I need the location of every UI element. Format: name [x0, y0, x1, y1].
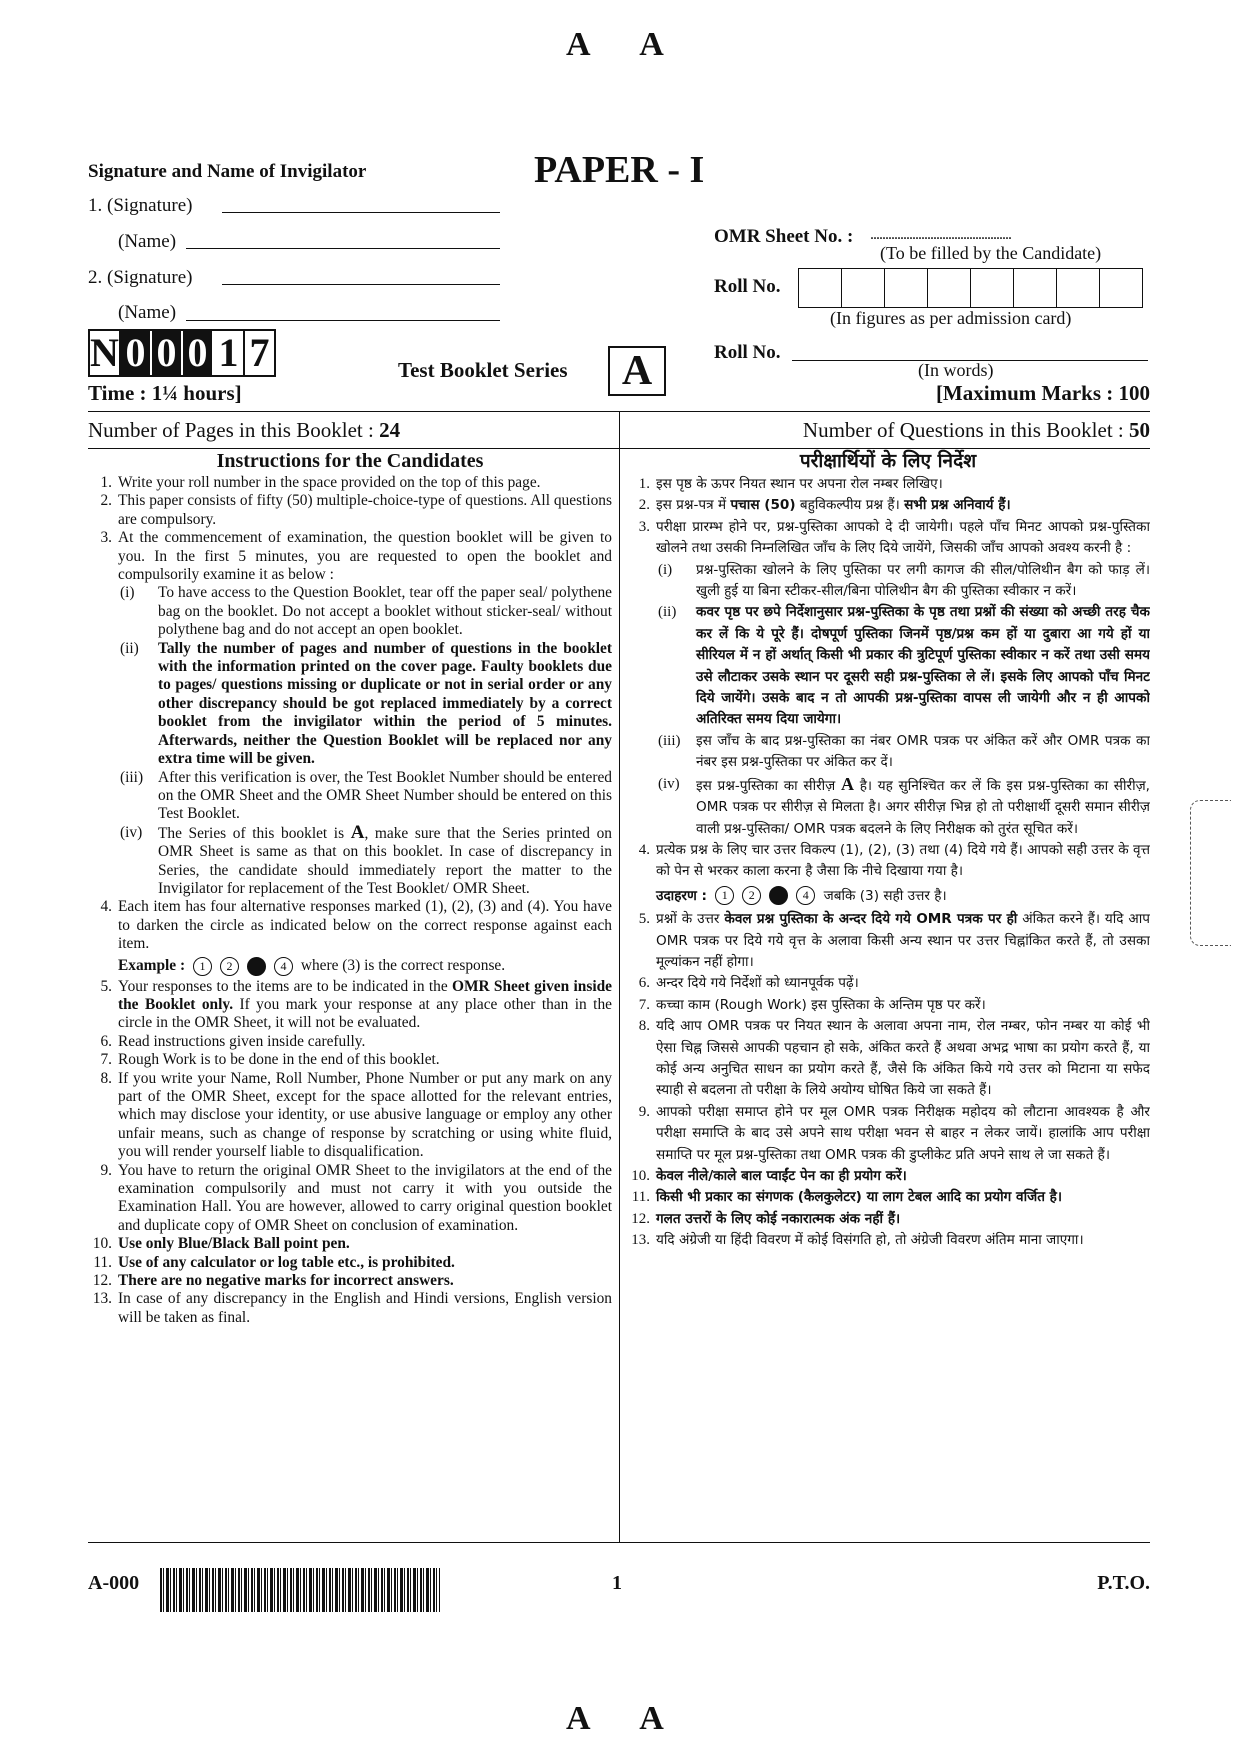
list-item: 11. किसी भी प्रकार का संगणक (कैलकुलेटर) या लाग टेबल आदि का प्रयोग वर्जित है।: [631, 1189, 1063, 1206]
signature-2-label: 2. (Signature): [88, 267, 193, 288]
omr-sheet-dots[interactable]: ...............................................: [870, 226, 1011, 243]
page-number: 1: [612, 1572, 622, 1594]
english-heading: Instructions for the Candidates: [216, 450, 484, 472]
paper-title: PAPER - I: [534, 149, 705, 191]
name-1-line[interactable]: [186, 228, 500, 249]
option-circle: 1: [715, 886, 734, 905]
questions-label: Number of Questions in this Booklet :: [802, 418, 1124, 442]
booklet-number-char: N: [90, 331, 121, 375]
list-item: 6. Read instructions given inside carefully.: [100, 1032, 366, 1050]
series-value: A: [608, 346, 666, 396]
roll-digit-box[interactable]: [885, 269, 928, 307]
bottom-registration-marks: A A: [566, 1700, 686, 1737]
footer-rule: [88, 1542, 1150, 1543]
pages-label: Number of Pages in this Booklet :: [88, 418, 374, 442]
list-item: 10. केवल नीले/काले बाल प्वाईंट पेन का ही प्रयोग करें।: [631, 1168, 907, 1184]
series-label: Test Booklet Series: [398, 358, 568, 382]
option-circle: 2: [742, 886, 761, 905]
barcode: [160, 1568, 440, 1612]
list-item: 12. There are no negative marks for incorrect answers.: [92, 1272, 454, 1290]
example-row: उदाहरण : 1 2 4 जबकि (3) सही उत्तर है।: [656, 887, 947, 904]
sub-item: (i) To have access to the Question Booklet, tear off the paper seal/ polythene bag on the booklet. Do not accept a booklet without sticker-seal/ without polythene bag and do not accept an open booklet.: [120, 584, 612, 639]
list-item: 2. This paper consists of fifty (50) multiple-choice-type of questions. All questions are compulsory.: [100, 492, 612, 528]
roll-words-label: Roll No.: [714, 342, 781, 363]
option-circle-filled: [769, 886, 788, 905]
list-item: 12. गलत उत्तरों के लिए कोई नकारात्मक अंक नहीं हैं।: [631, 1210, 901, 1227]
questions-value: 50: [1129, 418, 1150, 442]
list-item: 13. In case of any discrepancy in the English and Hindi versions, English version will be taken as final.: [92, 1290, 612, 1326]
column-divider: [619, 411, 620, 1543]
list-item: 8. यदि आप OMR पत्रक पर नियत स्थान के अलावा अपना नाम, रोल नम्बर, फोन नम्बर या कोई भी ऐसा चिह्न जिससे आपकी पहचान हो सके, अंकित करते हैं अथवा अभद्र भाषा का प्रयोग करते हैं, या कोई अन्य अनुचित साधन का प्रयोग करते हैं, जैसे कि अंकित किये गये उत्तर को मिटाना या सफेद स्याही से बदलना तो परीक्षा के लिये अयोग्य घोषित किये जा सकते हैं।: [638, 1018, 1150, 1099]
booklet-number-char: 1: [214, 331, 245, 375]
list-item: 11. Use of any calculator or log table etc., is prohibited.: [93, 1253, 455, 1271]
roll-digit-box[interactable]: [928, 269, 971, 307]
pages-value: 24: [379, 418, 401, 442]
booklet-number-char: 7: [249, 330, 270, 375]
list-item: 8. If you write your Name, Roll Number, Phone Number or put any mark on any part of the OMR Sheet, except for the space allotted for the relevant entries, which may disclose your identity, or use abusive language or employ any other unfair means, such as change of response by scratching or using white fluid, you will render yourself liable to disqualification.: [100, 1069, 612, 1161]
invigilator-heading: Signature and Name of Invigilator: [88, 161, 367, 182]
list-item: 5. Your responses to the items are to be indicated in the OMR Sheet given inside the Booklet only. If you mark your response at any place other than in the circle in the OMR Sheet, it will not be evaluated.: [100, 977, 612, 1032]
series-inline: A: [350, 821, 365, 843]
sub-item: (iv) इस प्रश्न-पुस्तिका का सीरीज़ A है। यह सुनिश्चित कर लें कि इस प्रश्न-पुस्तिका का सीरीज़, OMR पत्रक पर सीरीज़ से मिलता है। अगर सीरीज़ भिन्न हो तो परीक्षार्थी दूसरी समान सीरीज़ वाली प्रश्न-पुस्तिका/ OMR पत्रक बदलने के लिए निरीक्षक को तुरंत सूचित करें।: [658, 773, 1150, 837]
booklet-number-char: 0: [121, 331, 152, 375]
time-label: Time : 1¼ hours]: [88, 381, 242, 405]
roll-digit-box[interactable]: [971, 269, 1014, 307]
option-circle: 4: [274, 957, 293, 976]
roll-digit-box[interactable]: [799, 269, 842, 307]
list-item: 9. You have to return the original OMR Sheet to the invigilators at the end of the examination compulsorily and must not carry it with you outside the Examination Hall. You are however, allowed to carry original question booklet and duplicate copy of OMR Sheet on conclusion of examination.: [100, 1161, 612, 1234]
booklet-number-box: [88, 329, 276, 377]
roll-digit-box[interactable]: [842, 269, 885, 307]
booklet-number-char: 0: [183, 331, 214, 375]
max-marks-label: [Maximum Marks : 100: [935, 381, 1150, 405]
questions-count: [803, 418, 1150, 443]
list-item: 3. परीक्षा प्रारम्भ होने पर, प्रश्न-पुस्तिका आपको दे दी जायेगी। पहले पाँच मिनट आपको प्रश्न-पुस्तिका खोलने तथा उसकी निम्नलिखित जाँच के लिए दिये जायेंगे, जिसकी जाँच आपको अवश्य करनी है : (i) प्रश्न-पुस्तिका खोलने के लिए पुस्तिका पर लगी कागज की सील/पोलिथीन बैग को फाड़ लें। खुली हुई या बिना स्टीकर-सील/बिना पोलिथीन बैग की पुस्तिका स्वीकार न करें। (ii) कवर पृष्ठ पर छपे निर्देशानुसार प्रश्न-पुस्तिका के पृष्ठ तथा प्रश्नों की संख्या को अच्छी तरह चैक कर लें कि ये पूरे हैं। दोषपूर्ण पुस्तिका जिनमें पृष्ठ/प्रश्न कम हों या दुबारा आ गये हों या सीरियल में न हों अर्थात् किसी भी प्रकार की त्रुटिपूर्ण पुस्तिका स्वीकार न करें तथा उसी समय उसे लौटाकर उसके स्थान पर दूसरी सही प्रश्न-पुस्तिका ले लें। इसके लिए आपको पाँच मिनट दिये जायेंगे। उसके बाद न तो आपकी प्रश्न-पुस्तिका वापस ली जायेगी और न ही आपको अतिरिक्त समय दिया जायेगा। (iii) इस जाँच के बाद प्रश्न-पुस्तिका का नंबर OMR पत्रक पर अंकित करें और OMR पत्रक का नंबर इस प्रश्न-पुस्तिका पर अंकित कर दें। (iv) इस प्रश्न-पुस्तिका का सीरीज़ A है। यह सुनिश्चित कर लें कि इस प्रश्न-पुस्तिका का सीरीज़, OMR पत्रक पर सीरीज़ से मिलता है। अगर सीरीज़ भिन्न हो तो परीक्षार्थी दूसरी समान सीरीज़ वाली प्रश्न-पुस्तिका/ OMR पत्रक बदलने के लिए निरीक्षक को तुरंत सूचित करें।: [626, 517, 1150, 840]
sub-item: (iii) After this verification is over, the Test Booklet Number should be entered on the OMR Sheet and the OMR Sheet Number should be entered on this Test Booklet.: [120, 768, 612, 823]
option-circle: 2: [220, 957, 239, 976]
signature-2-line[interactable]: [222, 264, 500, 285]
signature-1-line[interactable]: [222, 192, 500, 213]
list-item: 9. आपको परीक्षा समाप्त होने पर मूल OMR पत्रक निरीक्षक महोदय को लौटाना आवश्यक है और परीक्षा समाप्ति के बाद उसे अपने साथ परीक्षा भवन से बाहर न लेकर जायें। हालांकि आप परीक्षा समाप्ति पर मूल प्रश्न-पुस्तिका तथा OMR पत्रक की डुप्लीकेट प्रति अपने साथ ले जा सकते हैं।: [638, 1103, 1150, 1163]
sub-item: (i) प्रश्न-पुस्तिका खोलने के लिए पुस्तिका पर लगी कागज की सील/पोलिथीन बैग को फाड़ लें। खुली हुई या बिना स्टीकर-सील/बिना पोलिथीन बैग की पुस्तिका स्वीकार न करें।: [658, 561, 1150, 600]
sub-item: (iv) The Series of this booklet is A, make sure that the Series printed on OMR Sheet is same as that on this booklet. In case of discrepancy in Series, the candidate should immediately report the matter to the Invigilator for replacement of the Test Booklet/ OMR Sheet.: [120, 821, 612, 897]
roll-words-line[interactable]: [792, 340, 1148, 361]
booklet-number-char: 0: [152, 331, 183, 375]
roll-digit-box[interactable]: [1100, 269, 1142, 307]
pto-label: P.T.O.: [1097, 1572, 1150, 1594]
roll-digit-box[interactable]: [1057, 269, 1100, 307]
series-inline: A: [840, 773, 854, 794]
list-item: 10. Use only Blue/Black Ball point pen.: [92, 1235, 350, 1253]
name-2-label: (Name): [118, 302, 177, 323]
roll-words-note: (In words): [918, 360, 994, 380]
option-circle-filled: [247, 957, 266, 976]
list-item: 1. इस पृष्ठ के ऊपर नियत स्थान पर अपना रोल नम्बर लिखिए।: [638, 476, 943, 492]
roll-figures-label: Roll No.: [714, 276, 781, 297]
signature-1-label: 1. (Signature): [88, 195, 193, 216]
list-item: 3. At the commencement of examination, the question booklet will be given to you. In the first 5 minutes, you are requested to open the booklet and compulsorily examine it as below : (i) To have access to the Question Booklet, tear off the paper seal/ polythene bag on the booklet. Do not accept a booklet without sticker-seal/ without polythene bag and do not accept an open booklet. (ii) Tally the number of pages and number of questions in the booklet with the information printed on the cover page. Faulty booklets due to pages/ questions missing or duplicate or not in serial order or any other discrepancy should be got replaced immediately by a correct booklet from the invigilator within the period of 5 minutes. Afterwards, neither the Question Booklet will be replaced nor any extra time will be given. (iii) After this verification is over, the Test Booklet Number should be entered on the OMR Sheet and the OMR Sheet Number should be entered on this Test Booklet. (iv) The Series of this booklet is A, make sure that the Series printed on OMR Sheet is same as that on this booklet. In case of discrepancy in Series, the candidate should immediately report the matter to the Invigilator for replacement of the Test Booklet/ OMR Sheet.: [100, 529, 612, 897]
omr-sheet-note: (To be filled by the Candidate): [880, 243, 1102, 263]
list-item: 5. प्रश्नों के उत्तर केवल प्रश्न पुस्तिका के अन्दर दिये गये OMR पत्रक पर ही अंकित करने हैं। यदि आप OMR पत्रक पर दिये गये वृत्त के अलावा किसी अन्य स्थान पर उत्तर चिह्नांकित करते हैं, तो उसका मूल्यांकन नहीं होगा।: [638, 911, 1150, 970]
sub-item: (iii) इस जाँच के बाद प्रश्न-पुस्तिका का नंबर OMR पत्रक पर अंकित करें और OMR पत्रक का नंबर इस प्रश्न-पुस्तिका पर अंकित कर दें।: [658, 732, 1150, 771]
list-item: 7. Rough Work is to be done in the end of this booklet.: [100, 1051, 440, 1069]
roll-digit-box[interactable]: [1014, 269, 1057, 307]
list-item: 4. प्रत्येक प्रश्न के लिए चार उत्तर विकल्प (1), (2), (3) तथा (4) दिये गये हैं। आपको सही उत्तर के वृत्त को पेन से भरकर काला करना है जैसा कि नीचे दिखाया गया है। उदाहरण : 1 2 4 जबकि (3) सही उत्तर है।: [626, 840, 1150, 909]
omr-sheet-label: OMR Sheet No. :: [714, 226, 854, 247]
example-row: Example : 1 2 4 where (3) is the correct response.: [118, 956, 506, 974]
name-2-line[interactable]: [186, 300, 500, 321]
name-1-label: (Name): [118, 231, 177, 252]
roll-number-boxes[interactable]: [798, 268, 1143, 308]
option-circle: 4: [796, 886, 815, 905]
top-registration-marks: A A: [566, 26, 686, 63]
sub-item: (ii) Tally the number of pages and number of questions in the booklet with the information printed on the cover page. Faulty booklets due to pages/ questions missing or duplicate or not in serial order or any other discrepancy should be got replaced immediately by a correct booklet from the invigilator within the period of 5 minutes. Afterwards, neither the Question Booklet will be replaced nor any extra time will be given.: [120, 639, 612, 768]
hindi-heading: परीक्षार्थियों के लिए निर्देश: [799, 450, 977, 472]
list-item: 1. Write your roll number in the space provided on the top of this page.: [100, 474, 541, 491]
list-item: 7. कच्चा काम (Rough Work) इस पुस्तिका के अन्तिम पृष्ठ पर करें।: [638, 996, 986, 1013]
list-item: 2. इस प्रश्न-पत्र में पचास (50) बहुविकल्पीय प्रश्न हैं। सभी प्रश्न अनिवार्य हैं।: [638, 497, 1011, 514]
pages-count: [88, 418, 400, 443]
footer-code: A-000: [88, 1572, 140, 1594]
roll-figures-note: (In figures as per admission card): [830, 308, 1072, 328]
option-circle: 1: [193, 957, 212, 976]
list-item: 6. अन्दर दिये गये निर्देशों को ध्यानपूर्वक पढ़ें।: [638, 975, 859, 992]
english-instructions: [88, 448, 612, 1542]
hindi-instructions: [626, 448, 1150, 1542]
list-item: 4. Each item has four alternative responses marked (1), (2), (3) and (4). You have to darken the circle as indicated below on the correct response against each item. Example : 1 2 4 where (3) is the correct response.: [88, 898, 612, 977]
cut-mark: [1190, 800, 1231, 946]
list-item: 13. यदि अंग्रेजी या हिंदी विवरण में कोई विसंगति हो, तो अंग्रेजी विवरण अंतिम माना जाएगा।: [631, 1232, 1084, 1249]
sub-item: (ii) कवर पृष्ठ पर छपे निर्देशानुसार प्रश्न-पुस्तिका के पृष्ठ तथा प्रश्नों की संख्या को अच्छी तरह चैक कर लें कि ये पूरे हैं। दोषपूर्ण पुस्तिका जिनमें पृष्ठ/प्रश्न कम हों या दुबारा आ गये हों या सीरियल में न हों अर्थात् किसी भी प्रकार की त्रुटिपूर्ण पुस्तिका स्वीकार न करें तथा उसी समय उसे लौटाकर उसके स्थान पर दूसरी सही प्रश्न-पुस्तिका ले लें। इसके लिए आपको पाँच मिनट दिये जायेंगे। उसके बाद न तो आपकी प्रश्न-पुस्तिका वापस ली जायेगी और न ही आपको अतिरिक्त समय दिया जायेगा।: [658, 604, 1150, 728]
